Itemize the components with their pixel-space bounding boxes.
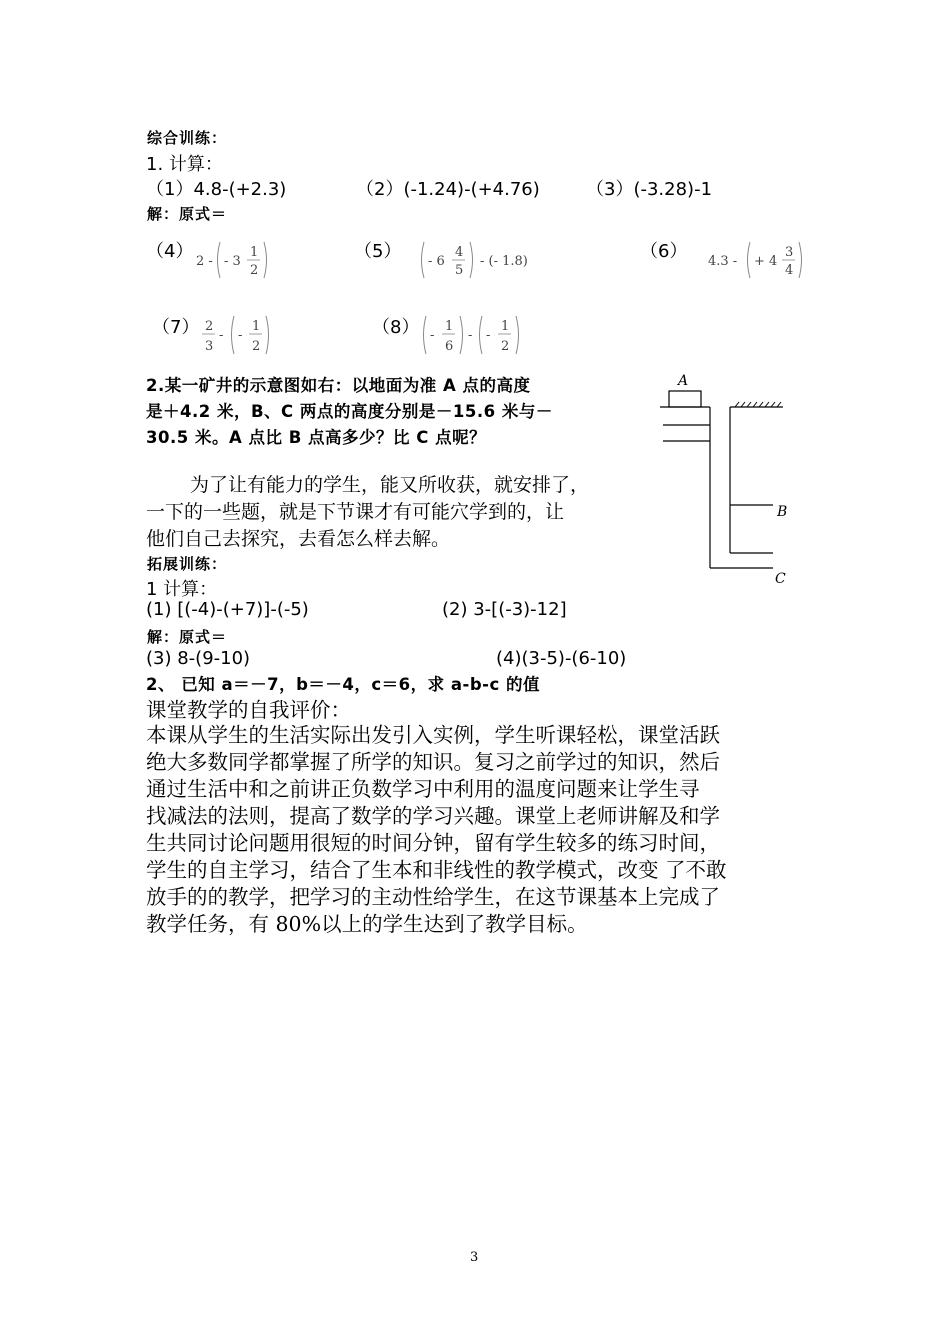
svg-text:+ 4: + 4 bbox=[754, 254, 778, 269]
mine-diagram bbox=[655, 370, 805, 592]
svg-text:6: 6 bbox=[445, 339, 454, 354]
exercise-5-label: （5） bbox=[354, 241, 402, 262]
svg-text:A: A bbox=[678, 373, 689, 389]
svg-text:3: 3 bbox=[785, 245, 794, 260]
svg-text:2: 2 bbox=[252, 339, 261, 354]
extension-exercise-1: (1) [(-4)-(+7)]-(-5) bbox=[146, 599, 309, 620]
extension-exercise-2: (2) 3-[(-3)-12] bbox=[442, 599, 567, 620]
evaluation-line-8: 教学任务，有 80%以上的学生达到了教学目标。 bbox=[146, 912, 588, 936]
svg-text:-: - bbox=[430, 328, 435, 343]
page-number: 3 bbox=[470, 1250, 479, 1265]
evaluation-line-6: 学生的自主学习，结合了生本和非线性的教学模式，改变 了不敢 bbox=[146, 858, 727, 882]
svg-text:5: 5 bbox=[455, 263, 464, 278]
extension-exercise-4: (4)(3-5)-(6-10) bbox=[496, 648, 627, 669]
svg-text:2: 2 bbox=[250, 263, 259, 278]
svg-text:3: 3 bbox=[205, 339, 214, 354]
exercise-4-label: （4） bbox=[146, 241, 194, 262]
svg-text:4: 4 bbox=[785, 263, 794, 278]
note-line-1: 为了让有能力的学生，能又所收获，就安排了， bbox=[190, 474, 590, 496]
svg-text:2: 2 bbox=[205, 319, 214, 334]
svg-text:-: - bbox=[219, 328, 224, 343]
svg-text:-: - bbox=[238, 328, 243, 343]
svg-text:1: 1 bbox=[445, 319, 454, 334]
exercise-8-label: （8） bbox=[372, 317, 420, 338]
svg-text:4.3 -: 4.3 - bbox=[708, 254, 738, 269]
exercise-7-formula bbox=[198, 310, 288, 360]
svg-text:2: 2 bbox=[501, 339, 510, 354]
svg-text:- 6: - 6 bbox=[428, 254, 445, 269]
exercise-2: （2）(-1.24)-(+4.76) bbox=[356, 179, 540, 200]
note-line-2: 一下的一些题，就是下节课才有可能穴学到的，让 bbox=[146, 501, 565, 523]
svg-text:- (- 1.8): - (- 1.8) bbox=[480, 254, 528, 269]
exercise-4-formula bbox=[192, 236, 282, 284]
evaluation-line-7: 放手的的教学，把学习的主动性给学生，在这节课基本上完成了 bbox=[146, 885, 720, 909]
svg-text:1: 1 bbox=[252, 319, 261, 334]
section-title-extension: 拓展训练： bbox=[147, 555, 228, 573]
evaluation-title: 课堂教学的自我评价： bbox=[146, 698, 351, 722]
extension-question-1-label: 1 计算： bbox=[146, 579, 218, 600]
exercise-8-formula bbox=[420, 310, 530, 360]
svg-text:-: - bbox=[468, 328, 473, 343]
svg-text:B: B bbox=[777, 504, 788, 520]
evaluation-line-3: 通过生活中和之前讲正负数学习中利用的温度问题来让学生寻 bbox=[146, 777, 700, 801]
question-2-line-2: 是＋4.2 米，B、C 两点的高度分别是－15.6 米与－ bbox=[146, 402, 553, 421]
svg-text:C: C bbox=[775, 571, 786, 587]
svg-text:4: 4 bbox=[455, 245, 464, 260]
svg-text:1: 1 bbox=[501, 319, 510, 334]
exercise-1: （1）4.8-(+2.3) bbox=[146, 179, 287, 200]
extension-question-2: 2、 已知 a＝－7，b＝－4，c＝6，求 a-b-c 的值 bbox=[146, 675, 541, 694]
svg-text:- 3: - 3 bbox=[224, 254, 241, 269]
svg-text:2 -: 2 - bbox=[196, 254, 213, 269]
evaluation-line-4: 找减法的法则，提高了数学的学习兴趣。课堂上老师讲解及和学 bbox=[146, 804, 720, 828]
evaluation-line-1: 本课从学生的生活实际出发引入实例，学生听课轻松，课堂活跃 bbox=[146, 723, 720, 747]
note-line-3: 他们自己去探究，去看怎么样去解。 bbox=[146, 528, 451, 550]
question-2-line-1: 2.某一矿井的示意图如右：以地面为准 A 点的高度 bbox=[146, 376, 531, 395]
question-2-line-3: 30.5 米。A 点比 B 点高多少？比 C 点呢？ bbox=[146, 428, 487, 447]
svg-text:-: - bbox=[486, 328, 491, 343]
extension-exercise-3: (3) 8-(9-10) bbox=[146, 648, 251, 669]
solution-label: 解：原式＝ bbox=[147, 205, 228, 223]
extension-solution-label: 解：原式＝ bbox=[147, 628, 228, 646]
evaluation-line-5: 生共同讨论问题用很短的时间分钟，留有学生较多的练习时间， bbox=[146, 831, 720, 855]
svg-text:1: 1 bbox=[250, 245, 259, 260]
evaluation-line-2: 绝大多数同学都掌握了所学的知识。复习之前学过的知识，然后 bbox=[146, 750, 720, 774]
exercise-5-formula bbox=[418, 236, 558, 284]
question-1-label: 1. 计算： bbox=[146, 154, 223, 175]
exercise-6-label: （6） bbox=[640, 241, 688, 262]
exercise-6-formula bbox=[704, 236, 814, 284]
exercise-7-label: （7） bbox=[152, 317, 200, 338]
exercise-3: （3）(-3.28)-1 bbox=[586, 179, 713, 200]
section-title-comprehensive: 综合训练： bbox=[147, 129, 228, 147]
